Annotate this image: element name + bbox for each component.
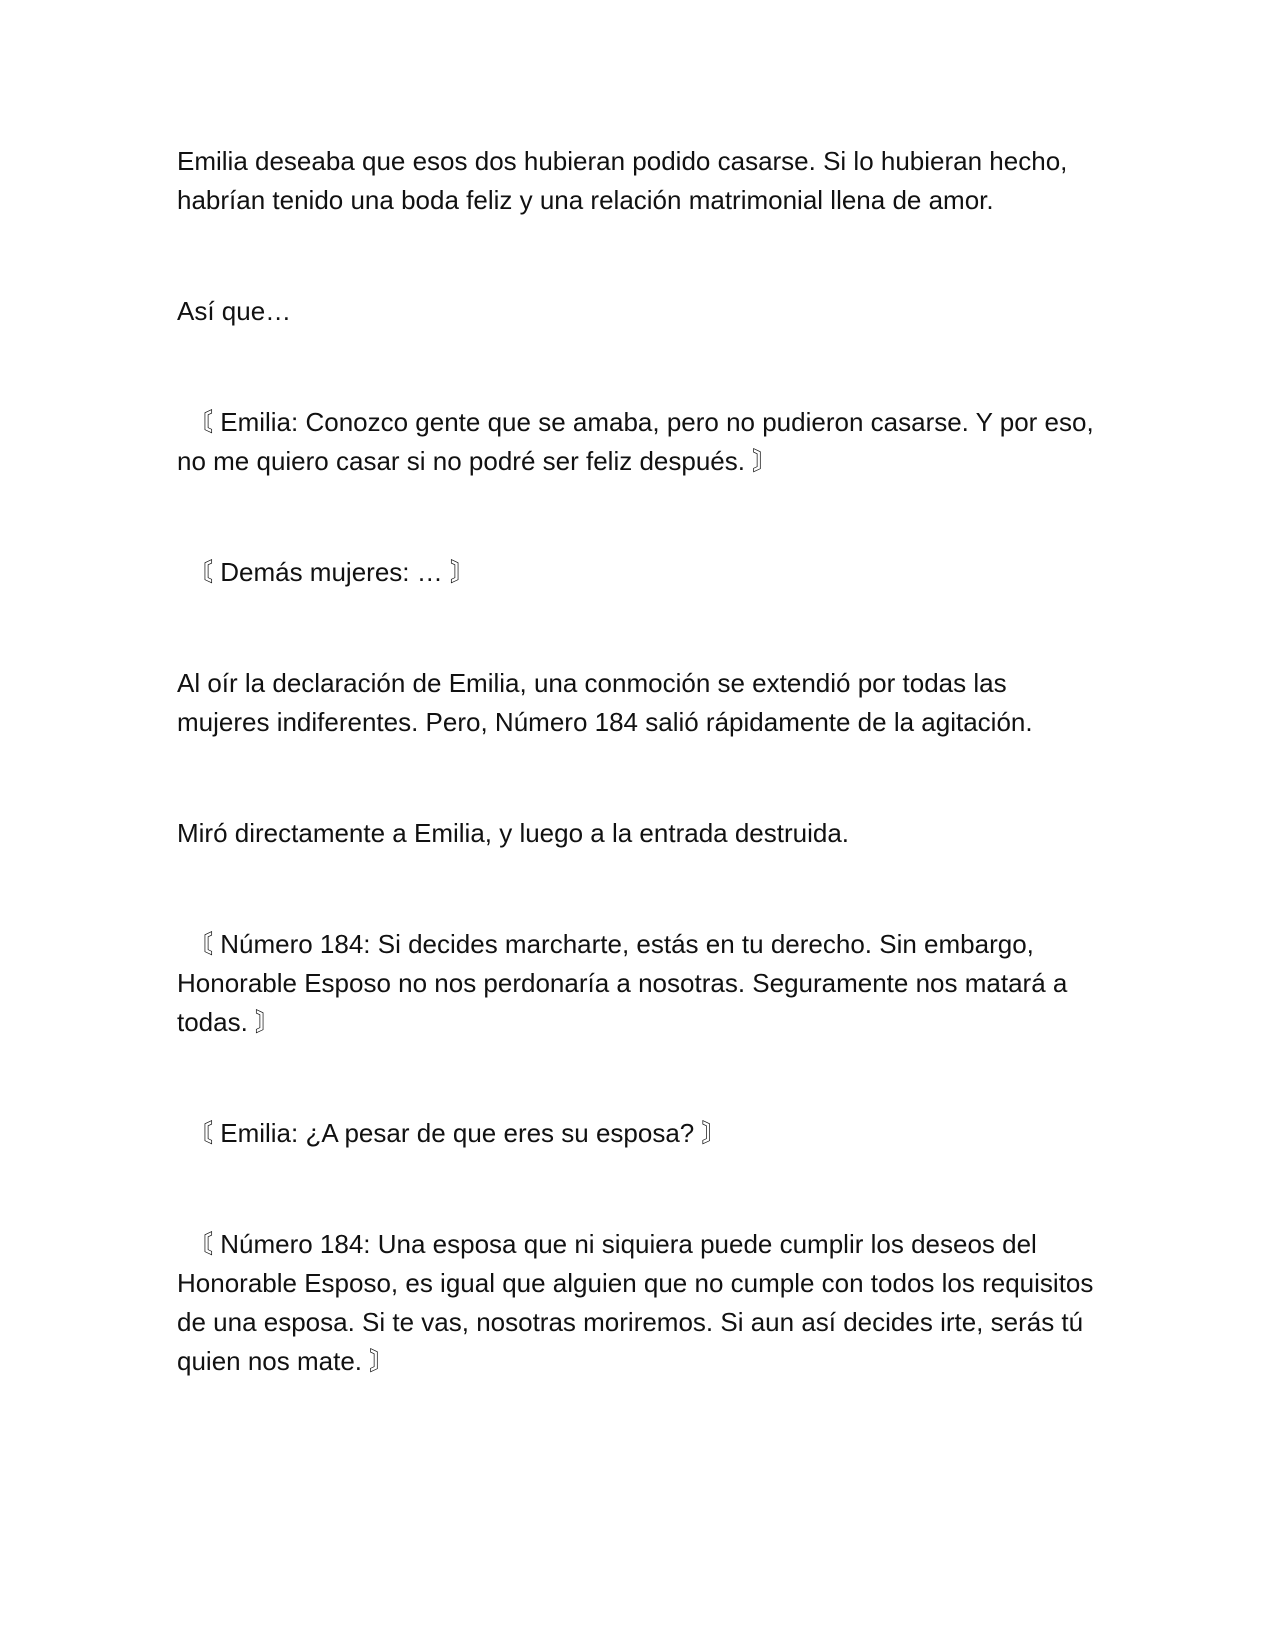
document-body xyxy=(177,142,1097,1453)
dialogue-numero-184-2: 〘 Número 184: Una esposa que ni siquiera puede cumplir los deseos del Honorable Esposo, es igual que alguien que no cumple con todos los requisitos de una esposa. Si te vas, nosotras moriremos. Si aun así decides irte, serás tú quien nos mate. 〙 xyxy=(177,1229,1094,1376)
dialogue-emilia-1: 〘 Emilia: Conozco gente que se amaba, pero no pudieron casarse. Y por eso, no me quiero casar si no podré ser feliz después. 〙 xyxy=(177,407,1094,476)
dialogue-emilia-2: 〘 Emilia: ¿A pesar de que eres su esposa? 〙 xyxy=(187,1118,728,1148)
paragraph-1: Emilia deseaba que esos dos hubieran podido casarse. Si lo hubieran hecho, habrían tenido una boda feliz y una relación matrimonial llena de amor. xyxy=(177,146,1068,215)
dialogue-numero-184-1: 〘 Número 184: Si decides marcharte, estás en tu derecho. Sin embargo, Honorable Esposo no nos perdonaría a nosotras. Seguramente nos matará a todas. 〙 xyxy=(177,929,1068,1037)
paragraph-2: Así que… xyxy=(177,296,292,326)
dialogue-demas-mujeres: 〘 Demás mujeres: … 〙 xyxy=(187,557,476,587)
paragraph-5: Al oír la declaración de Emilia, una conmoción se extendió por todas las mujeres indiferentes. Pero, Número 184 salió rápidamente de la agitación. xyxy=(177,668,1033,737)
paragraph-6: Miró directamente a Emilia, y luego a la entrada destruida. xyxy=(177,818,850,848)
